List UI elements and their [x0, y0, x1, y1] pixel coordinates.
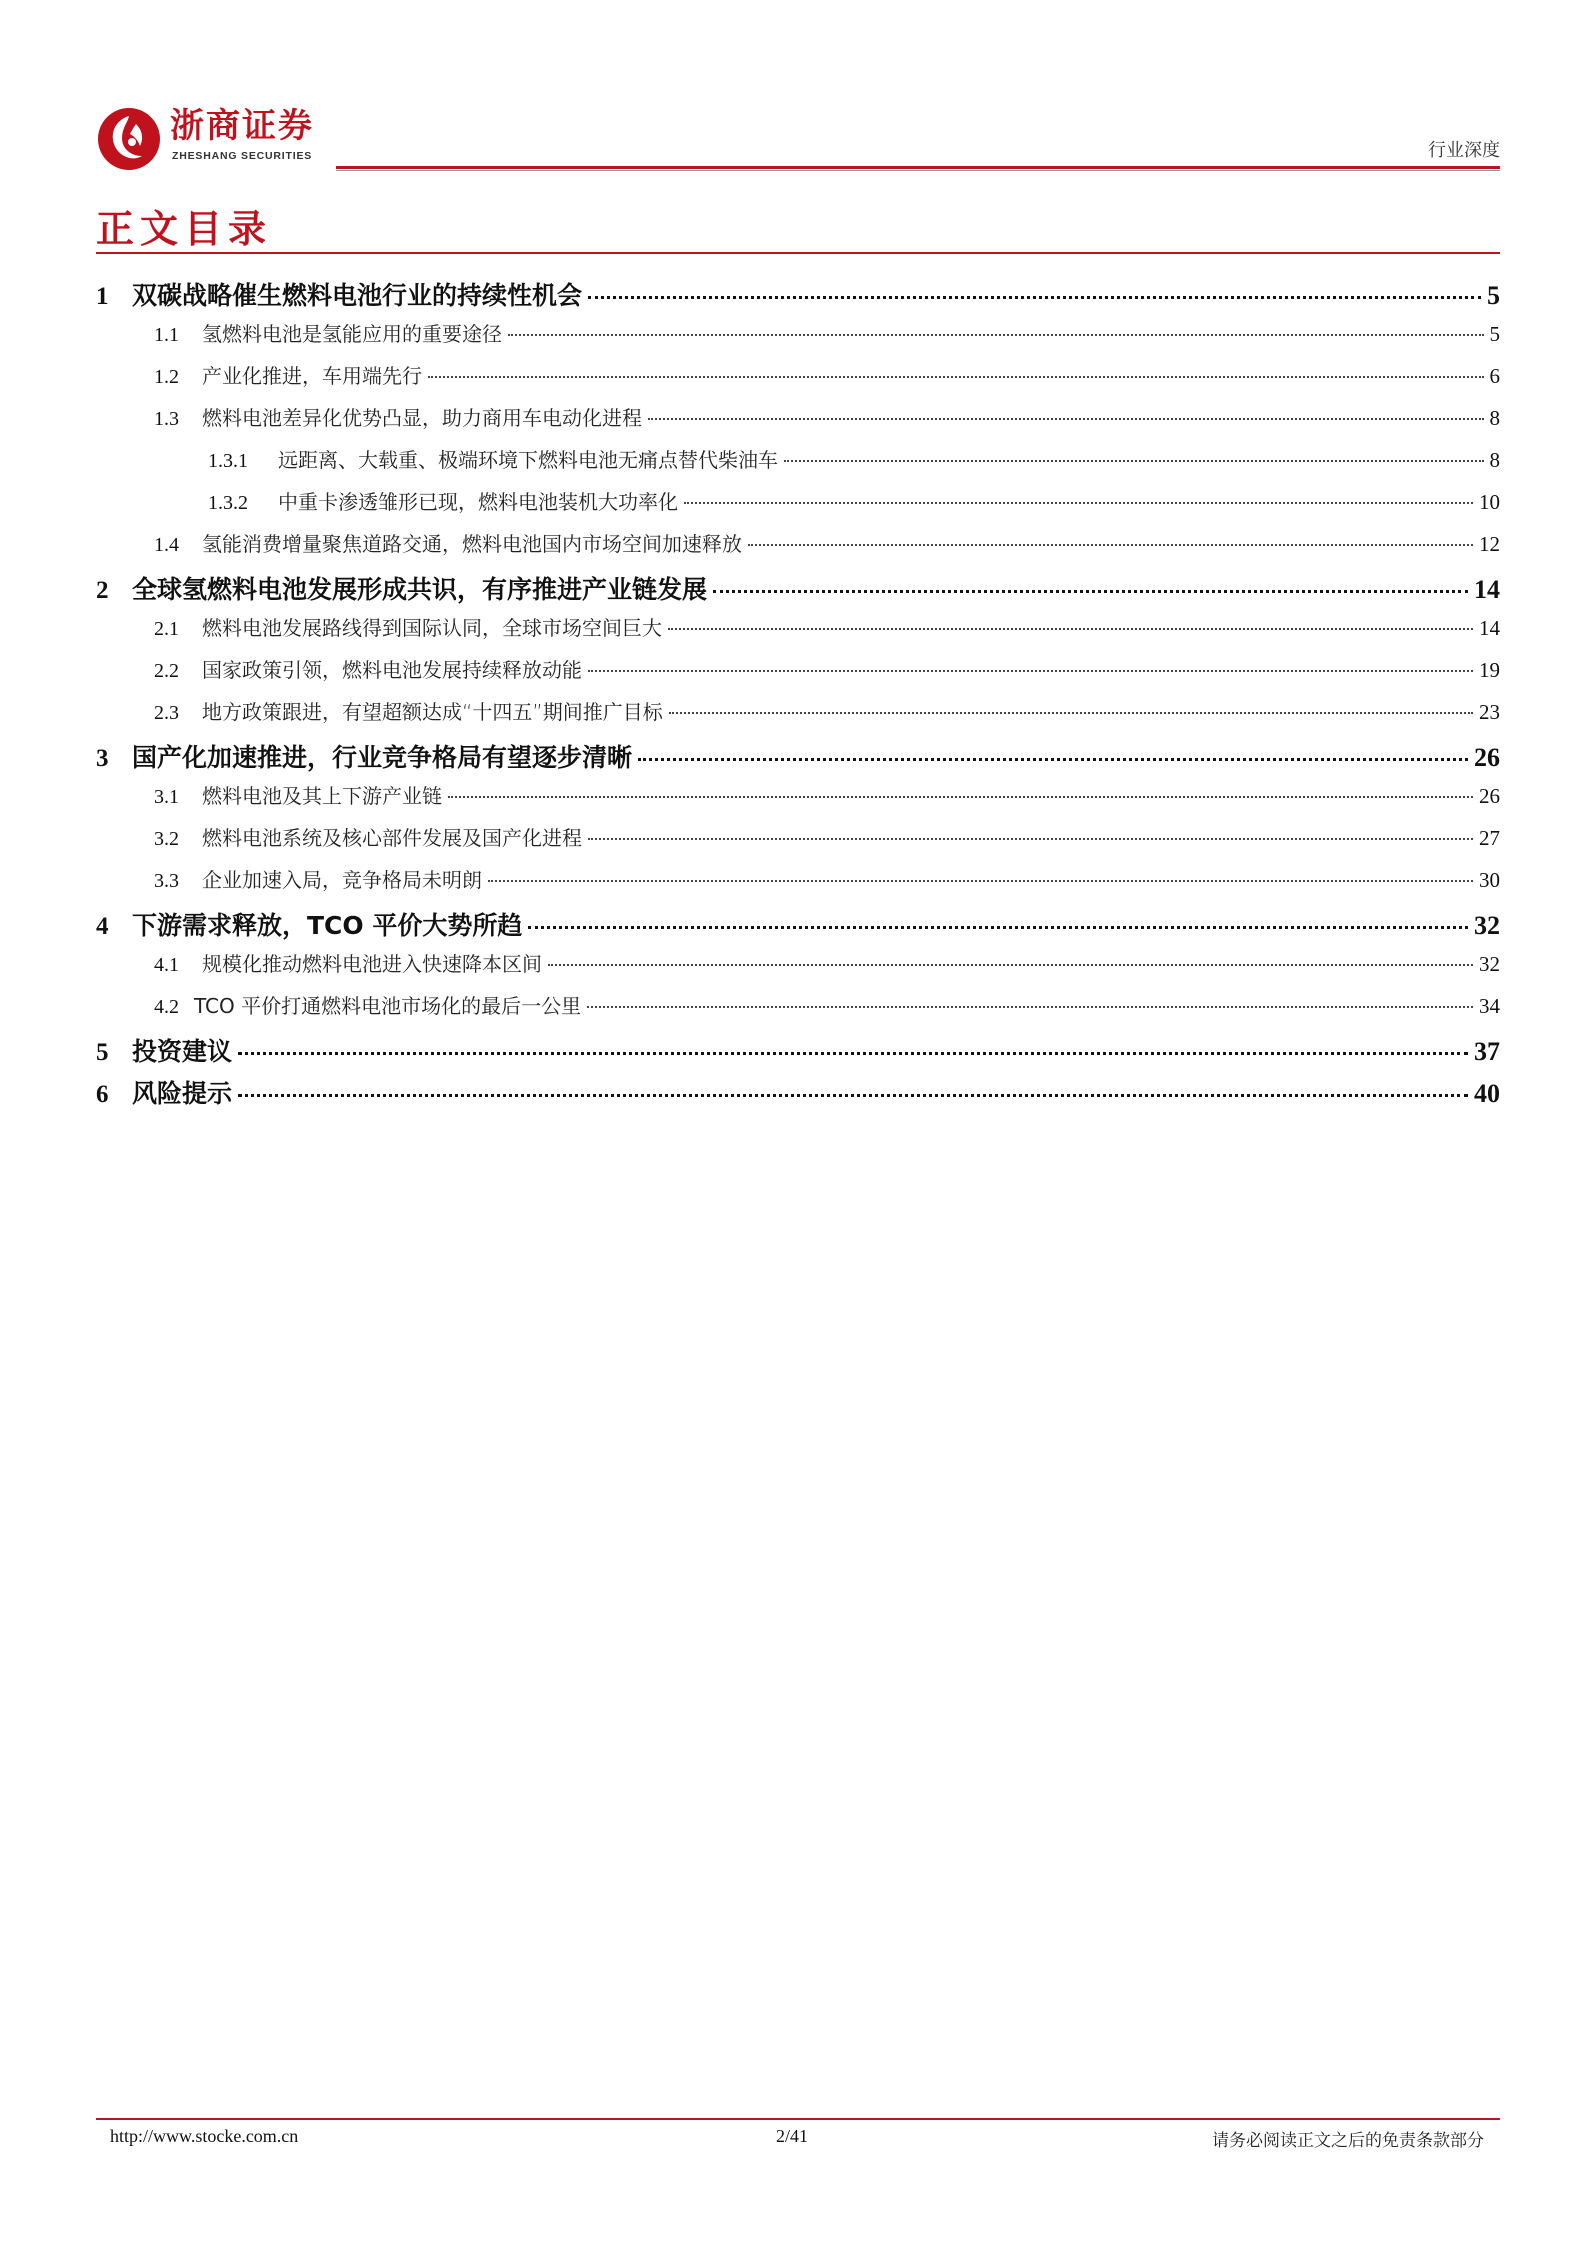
toc-entry-page: 19	[1479, 658, 1500, 682]
toc-leader-dots	[588, 838, 1473, 840]
toc-entry-label: 双碳战略催生燃料电池行业的持续性机会	[132, 281, 583, 310]
toc-entry-label: 国家政策引领，燃料电池发展持续释放动能	[202, 658, 582, 682]
toc-leader-dots	[638, 758, 1468, 761]
toc-entry[interactable]	[96, 612, 1500, 654]
toc-entry-label: 下游需求释放，TCO 平价大势所趋	[132, 911, 523, 940]
toc-leader-dots	[238, 1052, 1468, 1055]
toc-entry-label: 燃料电池发展路线得到国际认同，全球市场空间巨大	[202, 616, 662, 640]
toc-entry-label: 远距离、大载重、极端环境下燃料电池无痛点替代柴油车	[278, 448, 778, 472]
toc-entry-label: 投资建议	[132, 1037, 233, 1066]
toc-leader-dots	[528, 926, 1468, 929]
toc-entry-page: 32	[1474, 911, 1500, 940]
toc-entry-page: 34	[1479, 994, 1500, 1018]
toc-leader-dots	[238, 1094, 1468, 1097]
toc-entry-page: 10	[1479, 490, 1500, 514]
toc-leader-dots	[669, 712, 1473, 714]
toc-entry-page: 14	[1479, 616, 1500, 640]
toc-entry-page: 8	[1489, 448, 1500, 472]
toc-entry-number: 1.3.1	[208, 450, 248, 472]
toc-entry[interactable]	[96, 1074, 1500, 1116]
toc-leader-dots	[648, 418, 1484, 420]
toc-entry-label: 氢燃料电池是氢能应用的重要途径	[202, 322, 502, 346]
toc-entry[interactable]	[96, 654, 1500, 696]
toc-entry-page: 26	[1479, 784, 1500, 808]
toc-title-rule	[96, 252, 1500, 254]
header-divider	[336, 166, 1500, 169]
toc-entry-number: 4.1	[154, 954, 179, 976]
toc-entry-page: 32	[1479, 952, 1500, 976]
toc-entry-label: 企业加速入局，竞争格局未明朗	[202, 868, 482, 892]
toc-entry-page: 40	[1474, 1079, 1500, 1108]
toc-leader-dots	[488, 880, 1473, 882]
page-number: 2/41	[776, 2126, 809, 2146]
toc-entry-page: 5	[1487, 281, 1500, 310]
disclaimer-note: 请务必阅读正文之后的免责条款部分	[1212, 2131, 1484, 2151]
toc-entry[interactable]	[96, 948, 1500, 990]
toc-entry[interactable]	[96, 318, 1500, 360]
toc-entry-label: 规模化推动燃料电池进入快速降本区间	[202, 952, 542, 976]
footer-divider	[96, 2118, 1500, 2120]
zheshang-logo-icon	[96, 106, 162, 172]
toc-entry-label: 燃料电池及其上下游产业链	[202, 784, 442, 808]
toc-entry-number: 1.1	[154, 324, 179, 346]
toc-entry-page: 5	[1489, 322, 1500, 346]
toc-entry-number: 2	[96, 577, 109, 604]
toc-entry-page: 12	[1479, 532, 1500, 556]
toc-entry-page: 26	[1474, 743, 1500, 772]
toc-entry[interactable]	[96, 822, 1500, 864]
toc-entry-number: 4	[96, 913, 109, 940]
toc-entry-page: 23	[1479, 700, 1500, 724]
company-name-cn: 浙商证券	[170, 106, 314, 146]
toc-leader-dots	[684, 502, 1473, 504]
toc-entry-label: 国产化加速推进，行业竞争格局有望逐步清晰	[132, 743, 633, 772]
toc-entry[interactable]	[96, 486, 1500, 528]
toc-entry-label: 燃料电池系统及核心部件发展及国产化进程	[202, 826, 582, 850]
toc-entry-page: 14	[1474, 575, 1500, 604]
toc-entry-label: 风险提示	[132, 1079, 233, 1108]
toc-entry[interactable]	[96, 360, 1500, 402]
toc-entry-page: 30	[1479, 868, 1500, 892]
toc-leader-dots	[748, 544, 1473, 546]
toc-entry-number: 3.1	[154, 786, 179, 808]
toc-entry[interactable]	[96, 528, 1500, 570]
table-of-contents	[96, 276, 1500, 1116]
toc-entry-label: 中重卡渗透雏形已现，燃料电池装机大功率化	[278, 490, 678, 514]
toc-entry-number: 3.3	[154, 870, 179, 892]
toc-entry[interactable]	[96, 444, 1500, 486]
toc-entry-number: 1.3.2	[208, 492, 248, 514]
toc-entry-number: 1.4	[154, 534, 179, 556]
toc-entry-label: 产业化推进，车用端先行	[202, 364, 422, 388]
header-divider-thin	[336, 170, 1500, 171]
toc-entry[interactable]	[96, 276, 1500, 318]
toc-entry-label: 全球氢燃料电池发展形成共识，有序推进产业链发展	[132, 575, 708, 604]
toc-entry-number: 4.2	[154, 996, 179, 1018]
toc-leader-dots	[588, 296, 1481, 299]
report-type-label: 行业深度	[1428, 140, 1500, 161]
toc-entry-label: 地方政策跟进，有望超额达成“十四五”期间推广目标	[202, 700, 663, 724]
toc-entry-number: 6	[96, 1081, 109, 1108]
toc-entry[interactable]	[96, 990, 1500, 1032]
toc-entry[interactable]	[96, 402, 1500, 444]
toc-entry-number: 2.3	[154, 702, 179, 724]
toc-entry-number: 3	[96, 745, 109, 772]
toc-entry-number: 1.2	[154, 366, 179, 388]
toc-entry-number: 5	[96, 1039, 109, 1066]
toc-entry-page: 37	[1474, 1037, 1500, 1066]
toc-entry-page: 27	[1479, 826, 1500, 850]
toc-entry-number: 3.2	[154, 828, 179, 850]
toc-entry[interactable]	[96, 864, 1500, 906]
toc-entry[interactable]	[96, 780, 1500, 822]
toc-leader-dots	[587, 1006, 1473, 1008]
page-footer	[96, 2126, 1500, 2156]
toc-entry-label: TCO 平价打通燃料电池市场化的最后一公里	[194, 994, 582, 1018]
toc-entry[interactable]	[96, 696, 1500, 738]
toc-entry[interactable]	[96, 738, 1500, 780]
toc-leader-dots	[588, 670, 1473, 672]
toc-title: 正文目录	[96, 207, 273, 251]
toc-entry-number: 2.2	[154, 660, 179, 682]
toc-entry-number: 1	[96, 283, 109, 310]
toc-entry-label: 燃料电池差异化优势凸显，助力商用车电动化进程	[202, 406, 642, 430]
company-name-en: ZHESHANG SECURITIES	[172, 150, 313, 162]
page-header	[96, 92, 1500, 172]
toc-entry-page: 8	[1489, 406, 1500, 430]
toc-leader-dots	[428, 376, 1484, 378]
website-link[interactable]: http://www.stocke.com.cn	[110, 2126, 299, 2146]
toc-leader-dots	[713, 590, 1468, 593]
toc-leader-dots	[448, 796, 1473, 798]
toc-entry[interactable]	[96, 570, 1500, 612]
toc-leader-dots	[668, 628, 1473, 630]
toc-leader-dots	[508, 334, 1484, 336]
toc-entry-label: 氢能消费增量聚焦道路交通，燃料电池国内市场空间加速释放	[202, 532, 742, 556]
toc-leader-dots	[548, 964, 1473, 966]
toc-entry[interactable]	[96, 1032, 1500, 1074]
toc-entry-number: 2.1	[154, 618, 179, 640]
toc-leader-dots	[784, 460, 1484, 462]
toc-entry[interactable]	[96, 906, 1500, 948]
toc-entry-number: 1.3	[154, 408, 179, 430]
toc-entry-page: 6	[1489, 364, 1500, 388]
